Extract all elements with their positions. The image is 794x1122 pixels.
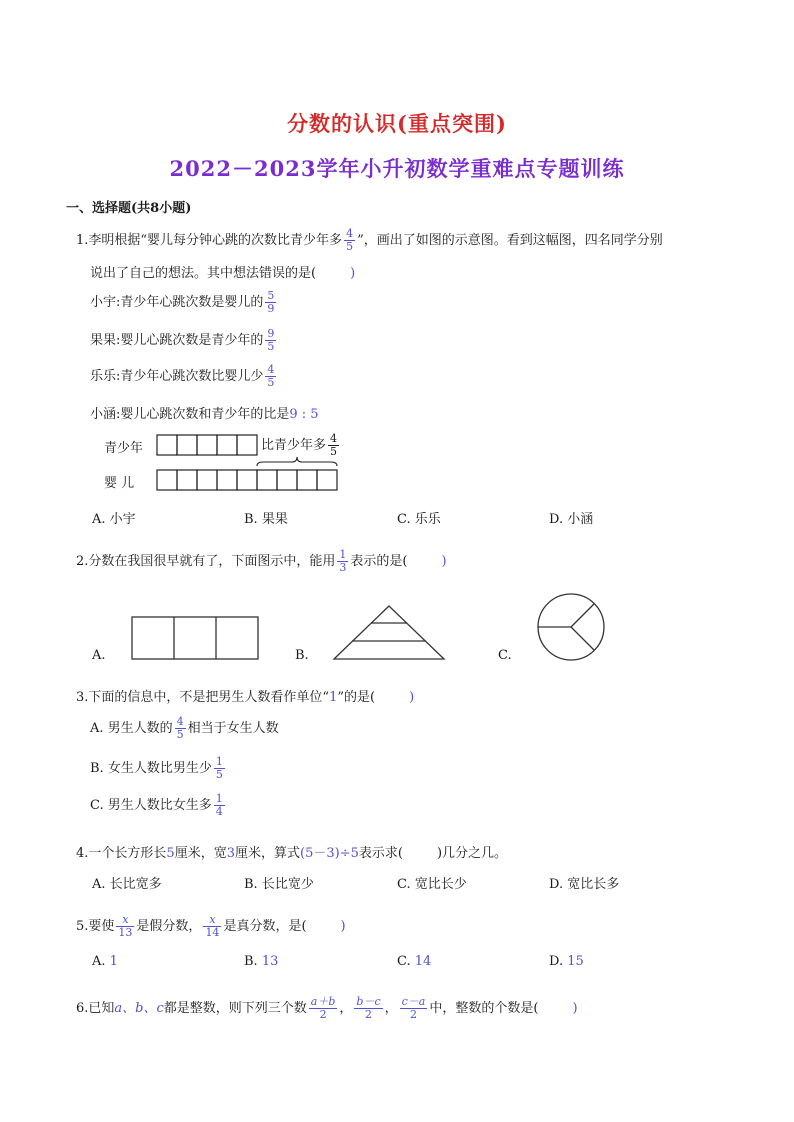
q3-b-text: B. 女生人数比男生少 [90, 761, 212, 776]
q2-label-c[interactable]: C. [498, 648, 512, 663]
q5-option-b[interactable] [244, 954, 278, 969]
q3-a-text: A. 男生人数的 [90, 721, 173, 736]
q2-text-a: 分数在我国很早就有了，下面图示中，能用 [88, 554, 336, 569]
q4-text-d: 表示求( [358, 846, 403, 861]
q4-number: 4. [76, 846, 89, 861]
q5-option-a[interactable] [92, 954, 118, 969]
q5-fraction-1 [116, 914, 134, 939]
q3-text-b: ”的是( [337, 690, 376, 705]
q3-paren-close: ) [409, 690, 415, 705]
q5-c-value: 14 [414, 954, 432, 969]
q1-s3-text: 乐乐:青少年心跳次数比婴儿少 [90, 369, 264, 384]
q6-text-a: 已知 [88, 1001, 115, 1016]
q1-s2-den: 5 [267, 340, 275, 353]
q6-line [76, 996, 578, 1021]
q6-f2-num: b－c [356, 995, 381, 1008]
q6-number: 6. [76, 1001, 89, 1016]
q5-text-b: 是假分数， [136, 919, 202, 934]
q1-s1-den: 9 [267, 302, 275, 315]
q3-c-text: C. 男生人数比女生多 [90, 798, 212, 813]
q3-option-a[interactable] [90, 716, 279, 741]
q5-a-letter: A. [92, 954, 106, 969]
q1-frac-denominator: 5 [346, 240, 354, 253]
q6-text-b: 都是整数，则下列三个数 [163, 1001, 307, 1016]
q6-sep-1: ， [339, 1001, 353, 1016]
q4-text-e: )几分之几。 [436, 846, 508, 861]
q4-expression: (5－3)÷5 [300, 846, 359, 861]
q4-option-c[interactable]: C. 宽比长少 [397, 877, 467, 892]
q2-text-b: 表示的是( [350, 554, 408, 569]
q5-b-value: 13 [261, 954, 279, 969]
q3-a-den: 5 [176, 728, 184, 741]
q1-s4-text: 小涵:婴儿心跳次数和青少年的比是 [90, 407, 290, 422]
q5-fraction-2 [203, 914, 221, 939]
q6-sep-2: ， [384, 1001, 398, 1016]
q4-option-b[interactable]: B. 长比宽少 [244, 877, 314, 892]
q1-frac-numerator: 4 [346, 227, 354, 240]
q5-option-d[interactable] [549, 954, 584, 969]
q1-option-a[interactable]: A. 小宇 [92, 512, 136, 527]
q2-label-a[interactable]: A. [92, 648, 106, 663]
q6-fraction-3 [400, 996, 428, 1021]
q3-option-b[interactable] [90, 756, 227, 781]
q6-f3-num: c－a [401, 995, 426, 1008]
q1-s4-ratio: 9 : 5 [289, 407, 319, 422]
q5-paren-close: ) [340, 919, 346, 934]
q6-vars: a、b、c [114, 1001, 164, 1016]
q1-s2-num: 9 [267, 327, 275, 340]
page-title: 分数的认识(重点突围) [287, 111, 507, 136]
q6-f2-den: 2 [365, 1008, 373, 1021]
q5-option-c[interactable] [397, 954, 431, 969]
q6-f3-den: 2 [410, 1008, 417, 1021]
q1-note-num: 4 [330, 432, 338, 445]
q4-line [76, 842, 507, 861]
q5-b-letter: B. [244, 954, 258, 969]
q2-number: 2. [76, 554, 89, 569]
q4-option-a[interactable]: A. 长比宽多 [92, 877, 162, 892]
q1-s3-den: 5 [267, 376, 275, 389]
q1-number: 1. [76, 233, 89, 248]
q1-s2-text: 果果:婴儿心跳次数是青少年的 [90, 333, 264, 348]
q3-text-a: 下面的信息中，不是把男生人数看作单位“ [88, 690, 330, 705]
q5-a-value: 1 [109, 954, 118, 969]
q5-c-letter: C. [397, 954, 411, 969]
q3-b-num: 1 [215, 755, 223, 768]
q3-line [76, 686, 414, 705]
q1-note-text: 比青少年多 [261, 438, 327, 453]
q6-fraction-1 [309, 996, 338, 1021]
q3-b-fraction [214, 756, 225, 781]
q1-note-den: 5 [330, 445, 338, 458]
q3-number: 3. [76, 690, 89, 705]
q3-a-post: 相当于女生人数 [187, 721, 279, 736]
q4-text-b: 厘米，宽 [174, 846, 227, 861]
q2-paren-close: ) [441, 554, 447, 569]
q1-paren-close: ) [350, 266, 356, 281]
q6-f1-den: 2 [319, 1008, 327, 1021]
q2-label-b[interactable]: B. [295, 648, 309, 663]
q3-c-fraction [214, 793, 225, 818]
q6-f1-num: a＋b [310, 995, 336, 1008]
q1-teen-label: 青少年 [104, 441, 144, 456]
q1-option-d[interactable]: D. 小涵 [549, 512, 594, 527]
q4-width: 3 [226, 846, 235, 861]
q1-s1-num: 5 [267, 289, 275, 302]
q5-f1-num: x [116, 914, 134, 927]
q2-den: 3 [339, 561, 347, 574]
q3-a-fraction [175, 716, 186, 741]
q1-line2-text: 说出了自己的想法。其中想法错误的是( [90, 266, 317, 281]
q1-baby-label: 婴 儿 [104, 476, 135, 491]
q3-a-num: 4 [176, 715, 184, 728]
q1-option-c[interactable]: C. 乐乐 [397, 512, 441, 527]
q3-c-num: 1 [215, 792, 223, 805]
q1-s1-text: 小宇:青少年心跳次数是婴儿的 [90, 295, 264, 310]
q3-unit: 1 [329, 690, 338, 705]
q1-text-b: ”，画出了如图的示意图。看到这幅图，四名同学分别 [357, 233, 663, 248]
q5-number: 5. [76, 919, 89, 934]
q4-option-d[interactable]: D. 宽比长多 [549, 877, 620, 892]
q5-d-value: 15 [567, 954, 584, 969]
q2-num: 1 [339, 548, 347, 561]
q4-text-c: 厘米，算式 [235, 846, 301, 861]
q3-option-c[interactable] [90, 793, 227, 818]
q6-paren-close: ) [572, 1001, 578, 1016]
q6-fraction-2 [354, 996, 382, 1021]
q1-option-b[interactable]: B. 果果 [244, 512, 288, 527]
q4-length: 5 [166, 846, 175, 861]
q5-d-letter: D. [549, 954, 564, 969]
q2-figure-circle[interactable] [538, 594, 604, 660]
q3-c-den: 4 [215, 805, 223, 818]
q5-f2-num: x [203, 914, 221, 927]
q6-text-c: 中，整数的个数是( [429, 1001, 539, 1016]
q2-figure-triangle[interactable] [334, 606, 444, 659]
q5-f2-den: 14 [205, 926, 220, 939]
q5-text-a: 要使 [88, 919, 115, 934]
page-subtitle: 2022－2023学年小升初数学重难点专题训练 [169, 156, 625, 181]
q2-figure-rectangle[interactable] [132, 617, 258, 659]
q5-f1-den: 13 [118, 926, 133, 939]
q1-text-a: 李明根据“婴儿每分钟心跳的次数比青少年多 [88, 233, 343, 248]
q4-text-a: 一个长方形长 [88, 846, 167, 861]
section-heading: 一、选择题(共8小题) [66, 201, 192, 216]
q5-text-c: 是真分数，是( [223, 919, 307, 934]
q5-line [76, 914, 346, 939]
q1-s3-num: 4 [267, 363, 275, 376]
q3-b-den: 5 [215, 768, 223, 781]
